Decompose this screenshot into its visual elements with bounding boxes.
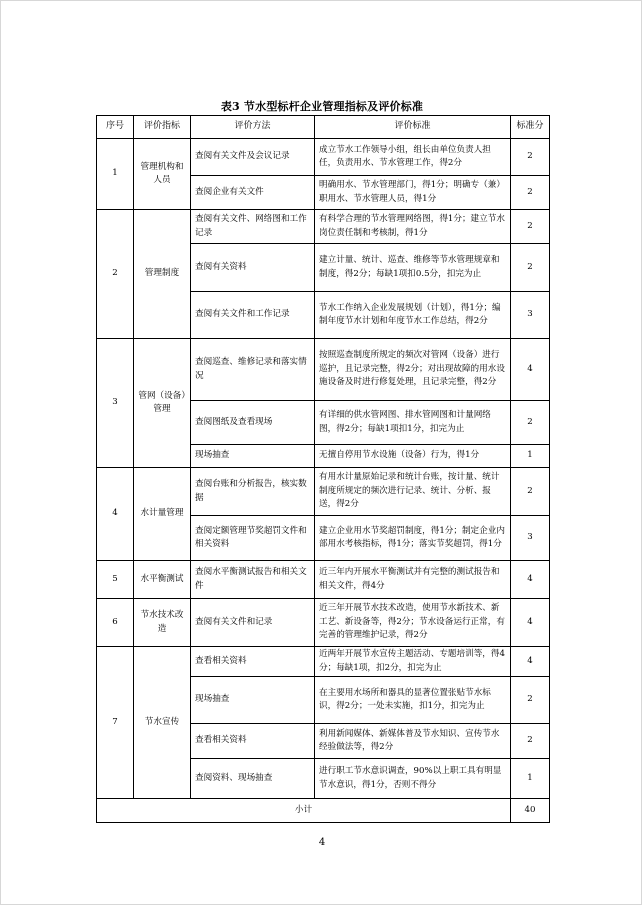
table-row — [97, 647, 550, 677]
row-score: 2 — [511, 677, 550, 724]
table-row — [97, 561, 550, 599]
row-method: 查阅台账和分析报告，核实数据 — [191, 468, 315, 516]
group-indicator: 节水技术改造 — [134, 599, 191, 647]
total-row — [97, 799, 550, 823]
group-indicator: 管理机构和人员 — [134, 139, 191, 210]
group-num: 2 — [97, 210, 134, 339]
row-score: 2 — [511, 244, 550, 292]
row-score: 2 — [511, 210, 550, 244]
row-standard: 近三年开展节水技术改造，使用节水新技术、新工艺、新设备等，得2分；节水设备运行正常，有完善的管理维护记录，得2分 — [315, 599, 511, 647]
row-score: 2 — [511, 176, 550, 210]
header-method: 评价方法 — [191, 116, 315, 139]
row-standard: 利用新闻媒体、新媒体普及节水知识、宣传节水经验做法等，得2分 — [315, 724, 511, 759]
table-row — [97, 468, 550, 516]
group-indicator: 节水宣传 — [134, 647, 191, 799]
row-standard: 节水工作纳入企业发展规划（计划），得1分；编制年度节水计划和年度节水工作总结，得2分 — [315, 292, 511, 339]
row-method: 查阅巡查、维修记录和落实情况 — [191, 339, 315, 401]
row-score: 4 — [511, 339, 550, 401]
row-standard: 按照巡查制度所规定的频次对管网（设备）进行巡护，且记录完整，得2分；对出现故障的用水设施设备及时进行修复处理，且记录完整，得2分 — [315, 339, 511, 401]
row-score: 1 — [511, 759, 550, 799]
group-num: 6 — [97, 599, 134, 647]
row-method: 查看相关资料 — [191, 724, 315, 759]
row-standard: 近两年开展节水宣传主题活动、专题培训等，得4分；每缺1项，扣2分，扣完为止 — [315, 647, 511, 677]
page-number: 4 — [318, 837, 326, 848]
row-method: 现场抽查 — [191, 677, 315, 724]
group-indicator: 管网（设备）管理 — [134, 339, 191, 468]
header-num: 序号 — [97, 116, 134, 139]
header-indicator: 评价指标 — [134, 116, 191, 139]
row-standard: 进行职工节水意识调查，90%以上职工具有明显节水意识，得1分，否则不得分 — [315, 759, 511, 799]
row-standard: 无擅自停用节水设施（设备）行为，得1分 — [315, 445, 511, 468]
total-label: 小计 — [97, 799, 511, 823]
group-indicator: 水平衡测试 — [134, 561, 191, 599]
row-method: 查阅企业有关文件 — [191, 176, 315, 210]
row-score: 4 — [511, 599, 550, 647]
table-row — [97, 599, 550, 647]
row-score: 2 — [511, 724, 550, 759]
group-num: 4 — [97, 468, 134, 561]
row-method: 现场抽查 — [191, 445, 315, 468]
total-score: 40 — [511, 799, 550, 823]
table-row — [97, 210, 550, 244]
row-standard: 近三年内开展水平衡测试并有完整的测试报告和相关文件，得4分 — [315, 561, 511, 599]
row-method: 查阅有关文件和记录 — [191, 599, 315, 647]
row-method: 查阅有关文件、网络图和工作记录 — [191, 210, 315, 244]
row-standard: 在主要用水场所和器具的显著位置张贴节水标识，得2分；一处未实施，扣1分，扣完为止 — [315, 677, 511, 724]
row-standard: 建立企业用水节奖超罚制度，得1分；制定企业内部用水考核指标，得1分；落实节奖超罚，得1分 — [315, 516, 511, 561]
row-score: 2 — [511, 401, 550, 445]
header-score: 标准分 — [511, 116, 550, 139]
row-method: 查阅水平衡测试报告和相关文件 — [191, 561, 315, 599]
row-score: 2 — [511, 139, 550, 176]
group-indicator: 水计量管理 — [134, 468, 191, 561]
table-row — [97, 339, 550, 401]
row-method: 查阅资料、现场抽查 — [191, 759, 315, 799]
row-method: 查阅图纸及查看现场 — [191, 401, 315, 445]
row-standard: 有详细的供水管网图、排水管网图和计量网络图，得2分；每缺1项扣1分，扣完为止 — [315, 401, 511, 445]
row-method: 查看相关资料 — [191, 647, 315, 677]
table-title: 表3 节水型标杆企业管理指标及评价标准 — [220, 100, 424, 113]
group-num: 5 — [97, 561, 134, 599]
group-num: 1 — [97, 139, 134, 210]
row-score: 3 — [511, 292, 550, 339]
row-method: 查阅定额管理节奖超罚文件和相关资料 — [191, 516, 315, 561]
group-indicator: 管理制度 — [134, 210, 191, 339]
row-method: 查阅有关资料 — [191, 244, 315, 292]
row-standard: 明确用水、节水管理部门，得1分；明确专（兼）职用水、节水管理人员，得1分 — [315, 176, 511, 210]
row-method: 查阅有关文件及会议记录 — [191, 139, 315, 176]
row-score: 4 — [511, 647, 550, 677]
row-standard: 建立计量、统计、巡查、维修等节水管理规章和制度，得2分；每缺1项扣0.5分，扣完为止 — [315, 244, 511, 292]
header-standard: 评价标准 — [315, 116, 511, 139]
row-standard: 有用水计量原始记录和统计台账，按计量、统计制度所规定的频次进行记录、统计、分析、报送，得2分 — [315, 468, 511, 516]
row-standard: 成立节水工作领导小组，组长由单位负责人担任，负责用水、节水管理工作，得2分 — [315, 139, 511, 176]
evaluation-table — [96, 115, 550, 823]
row-score: 1 — [511, 445, 550, 468]
group-num: 3 — [97, 339, 134, 468]
table-header-row — [97, 116, 550, 139]
table-row — [97, 139, 550, 176]
row-method: 查阅有关文件和工作记录 — [191, 292, 315, 339]
row-score: 2 — [511, 468, 550, 516]
group-num: 7 — [97, 647, 134, 799]
row-score: 3 — [511, 516, 550, 561]
row-score: 4 — [511, 561, 550, 599]
row-standard: 有科学合理的节水管理网络图，得1分；建立节水岗位责任制和考核制，得1分 — [315, 210, 511, 244]
